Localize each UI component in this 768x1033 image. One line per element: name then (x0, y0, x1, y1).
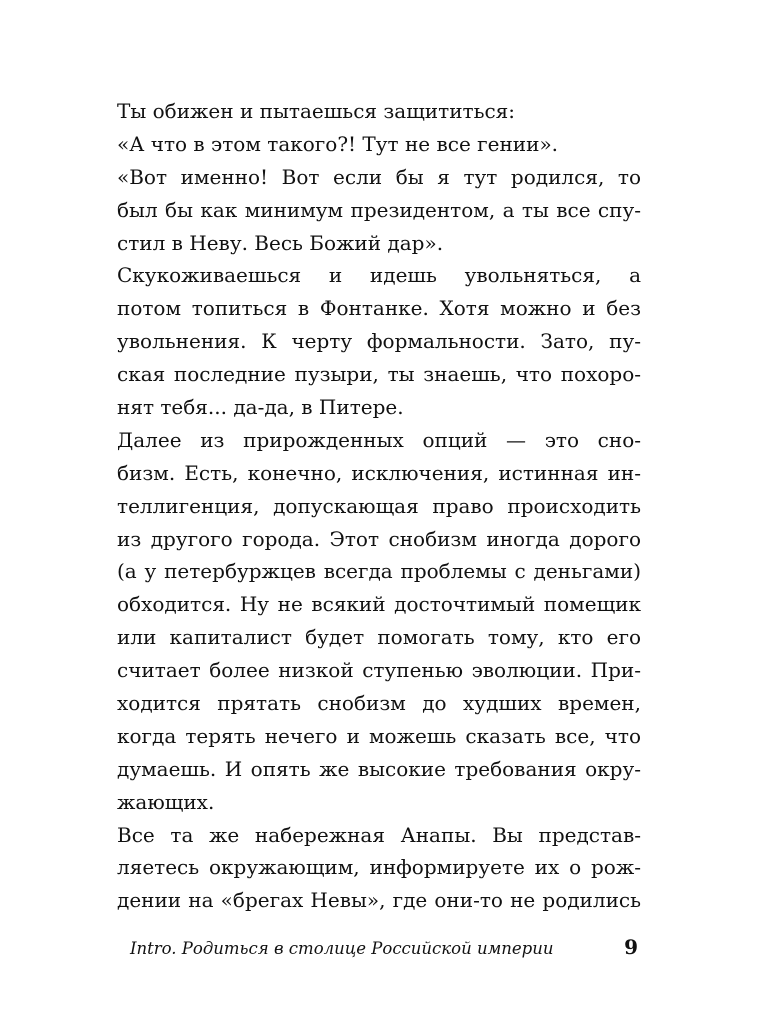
text-line: «А что в этом такого?! Тут не все гении». (117, 131, 559, 156)
text-line: бизм. Есть, конечно, исключения, истинная ин- (117, 460, 641, 485)
text-line: дении на «брегах Невы», где они-то не родились (117, 888, 641, 913)
text-line: Ты обижен и пытаешься защититься: (117, 99, 516, 123)
text-line: ходится прятать снобизм до худших времен, (117, 691, 641, 716)
text-line: теллигенция, допускающая право происходить (117, 493, 641, 518)
running-head: Intro. Родиться в столице Российской империи (130, 939, 554, 958)
text-line: Скукоживаешься и идешь увольняться, а (117, 263, 641, 288)
text-line: считает более низкой ступенью эволюции. При- (117, 658, 641, 683)
text-line: стил в Неву. Весь Божий дар». (117, 230, 444, 255)
text-line: увольнения. К черту формальности. Зато, пу- (117, 329, 641, 354)
text-line: или капиталист будет помогать тому, кто его (117, 625, 641, 650)
text-line: жающих. (117, 789, 215, 814)
text-line: думаешь. И опять же высокие требования окру- (117, 756, 641, 781)
text-line: ская последние пузыри, ты знаешь, что похоро- (117, 362, 641, 387)
text-line: (а у петербуржцев всегда проблемы с деньгами) (117, 559, 641, 584)
text-line: ляетесь окружающим, информируете их о рож- (117, 855, 641, 880)
body-text (117, 95, 641, 917)
text-line: обходится. Ну не всякий досточтимый помещик (117, 592, 641, 617)
text-line: нят тебя... да-да, в Питере. (117, 395, 404, 420)
page-footer (130, 933, 638, 965)
text-line: из другого города. Этот снобизм иногда дорого (117, 526, 641, 551)
text-line: Все та же набережная Анапы. Вы представ- (117, 822, 641, 847)
text-line: когда терять нечего и можешь сказать все, что (117, 723, 641, 748)
page-number: 9 (624, 935, 638, 959)
text-line: Далее из прирожденных опций — это сно- (117, 427, 641, 452)
text-line: «Вот именно! Вот если бы я тут родился, то (117, 164, 641, 189)
text-line: потом топиться в Фонтанке. Хотя можно и без (117, 296, 641, 321)
text-line: был бы как минимум президентом, а ты все спу- (117, 197, 641, 222)
